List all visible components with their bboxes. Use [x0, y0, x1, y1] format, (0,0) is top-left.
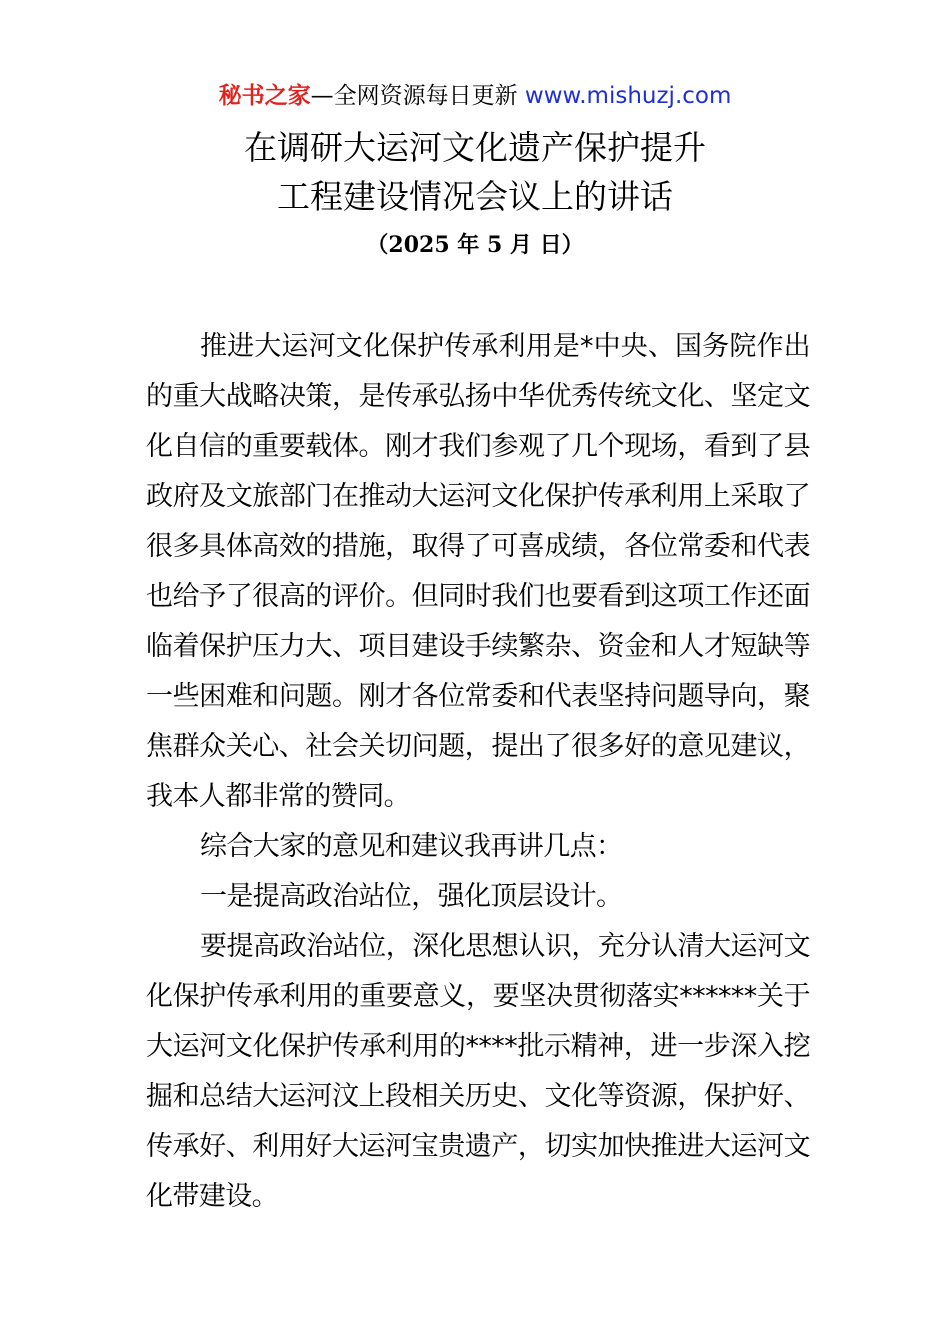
- document-title-line-1: 在调研大运河文化遗产保护提升: [244, 128, 706, 167]
- body-paragraph: 要提高政治站位，深化思想认识，充分认清大运河文化保护传承利用的重要意义，要坚决贯彻落实******关于大运河文化保护传承利用的****批示精神，进一步深入挖掘和总结大运河汶上段相关历史、文化等资源，保护好、传承好、利用好大运河宝贵遗产，切实加快推进大运河文化带建设。: [146, 931, 810, 1212]
- document-title-line-2: 工程建设情况会议上的讲话: [277, 177, 673, 216]
- site-url-link[interactable]: www.mishuzj.com: [524, 83, 732, 109]
- body-paragraph: 推进大运河文化保护传承利用是*中央、国务院作出的重大战略决策，是传承弘扬中华优秀传统文化、坚定文化自信的重要载体。刚才我们参观了几个现场，看到了县政府及文旅部门在推动大运河文化保护传承利用上采取了很多具体高效的措施，取得了可喜成绩，各位常委和代表也给予了很高的评价。但同时我们也要看到这项工作还面临着保护压力大、项目建设手续繁杂、资金和人才短缺等一些困难和问题。刚才各位常委和代表坚持问题导向，聚焦群众关心、社会关切问题，提出了很多好的意见建议，我本人都非常的赞同。: [146, 331, 810, 812]
- document-date: （2025 年 5 月 日）: [366, 232, 584, 258]
- section-heading: 一是提高政治站位，强化顶层设计。: [200, 881, 623, 912]
- document-body: [146, 322, 810, 1222]
- site-header: [0, 80, 950, 112]
- brand-name: 秘书之家: [218, 83, 311, 109]
- slogan-text: —全网资源每日更新: [310, 83, 525, 109]
- body-paragraph: 综合大家的意见和建议我再讲几点：: [200, 831, 623, 862]
